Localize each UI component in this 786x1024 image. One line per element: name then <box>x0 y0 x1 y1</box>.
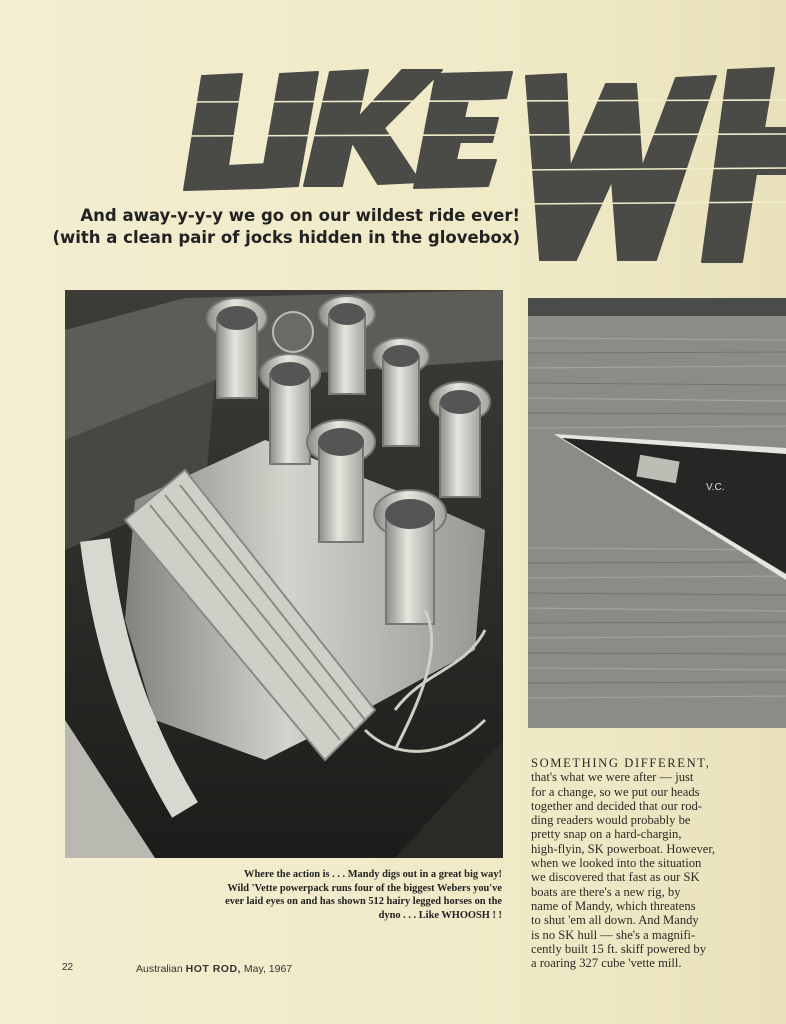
boat-illustration <box>528 298 786 728</box>
footer-pub-title: HOT ROD, <box>185 963 241 975</box>
article-lead: SOMETHING DIFFERENT, <box>531 756 711 770</box>
footer-pub-prefix: Australian <box>136 963 183 975</box>
article-body <box>531 756 771 970</box>
article-line: name of Mandy, which threatens <box>531 898 696 913</box>
page-number: 22 <box>62 962 74 973</box>
article-line: is no SK hull — she's a magnifi- <box>531 927 696 942</box>
article-line: to shut 'em all down. And Mandy <box>531 913 699 928</box>
engine-illustration <box>65 290 503 858</box>
article-line: a roaring 327 cube 'vette mill. <box>531 956 682 971</box>
article-line: cently built 15 ft. skiff powered by <box>531 941 706 956</box>
article-line: that's what we were after — just <box>531 770 694 785</box>
boat-photo <box>528 298 786 728</box>
footer-pub-date: May, 1967 <box>243 963 293 975</box>
article-line: when we looked into the situation <box>531 856 702 871</box>
subheadline <box>0 205 520 249</box>
article-line: high-flyin, SK powerboat. However, <box>531 841 716 856</box>
engine-photo <box>65 290 503 858</box>
caption-line: ever laid eyes on and has shown 512 hairy legged horses on the <box>225 896 502 907</box>
caption-line: Where the action is . . . Mandy digs out in a great big way! <box>244 869 502 880</box>
subheadline-line: (with a clean pair of jocks hidden in the glovebox) <box>52 228 520 247</box>
article-line: together and decided that our rod- <box>531 798 702 813</box>
boat-flag-text: V.C. <box>706 482 725 493</box>
caption-line: Wild 'Vette powerpack runs four of the biggest Webers you've <box>227 882 502 894</box>
article-line: we discovered that fast as our SK <box>531 870 700 885</box>
article-line: pretty snap on a hard-chargin, <box>531 827 682 842</box>
publication-footer <box>136 963 292 975</box>
subheadline-line: And away-y-y-y we go on our wildest ride ever! <box>80 206 520 225</box>
article-line: for a change, so we put our heads <box>531 784 700 799</box>
article-line: boats are there's a new rig, by <box>531 884 681 899</box>
caption-line: dyno . . . Like WHOOSH ! ! <box>378 909 502 921</box>
photo-caption <box>140 868 502 922</box>
article-line: ding readers would probably be <box>531 813 691 828</box>
